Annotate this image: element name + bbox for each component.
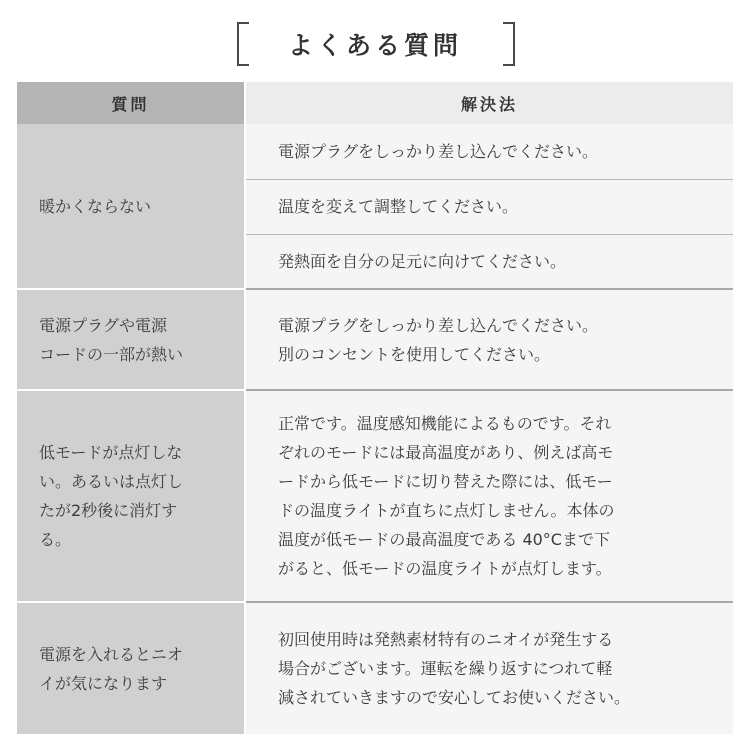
answer-line: ドの温度ライトが直ちに点灯しません。本体の (278, 501, 615, 520)
question-cell: 暖かくならない (17, 124, 245, 289)
right-bracket-decoration (503, 22, 515, 66)
answer-line: 正常です。温度感知機能によるものです。それ (278, 414, 612, 433)
question-line: 電源プラグや電源 (39, 315, 168, 335)
answer-line: 温度が低モードの最高温度である 40°Cまで下 (278, 530, 610, 549)
answer-cell: 電源プラグをしっかり差し込んでください。 (245, 124, 733, 179)
table-row (17, 602, 733, 734)
answer-cell: 発熱面を自分の足元に向けてください。 (245, 234, 733, 289)
question-cell (17, 602, 245, 734)
table-row (17, 390, 733, 602)
answer-line: 別のコンセントを使用してください。 (278, 344, 551, 364)
question-cell (17, 289, 245, 390)
question-line: コードの一部が熱い (39, 344, 184, 364)
page-title: よくある質問 (287, 31, 462, 60)
question-line: 電源を入れるとニオ (39, 644, 184, 664)
question-cell (17, 390, 245, 602)
question-line: る。 (39, 530, 72, 549)
answer-cell: 温度を変えて調整してください。 (245, 179, 733, 234)
answer-line: 電源プラグをしっかり差し込んでください。 (278, 315, 599, 335)
table-row (17, 124, 733, 179)
question-line: 低モードが点灯しな (39, 443, 183, 462)
column-header-answer: 解決法 (245, 82, 733, 124)
answer-line: ぞれのモードには最高温度があり、例えば高モ (278, 443, 614, 462)
table-header-row (17, 82, 733, 124)
answer-line: 減されていきますので安心してお使いください。 (278, 688, 631, 707)
column-header-question: 質問 (17, 82, 245, 124)
answer-cell (245, 390, 733, 602)
answer-line: 場合がございます。運転を繰り返すにつれて軽 (278, 659, 613, 678)
table-row (17, 289, 733, 390)
answer-line: 初回使用時は発熱素材特有のニオイが発生する (278, 630, 614, 649)
answer-line: ードから低モードに切り替えた際には、低モー (278, 472, 613, 491)
answer-cell (245, 289, 733, 390)
question-line: たが2秒後に消灯す (39, 501, 178, 520)
answer-line: がると、低モードの温度ライトが点灯します。 (278, 559, 612, 578)
faq-header (0, 0, 750, 90)
faq-table (17, 82, 733, 734)
question-line: い。あるいは点灯し (39, 472, 184, 491)
question-line: イが気になります (39, 673, 168, 693)
answer-cell (245, 602, 733, 734)
